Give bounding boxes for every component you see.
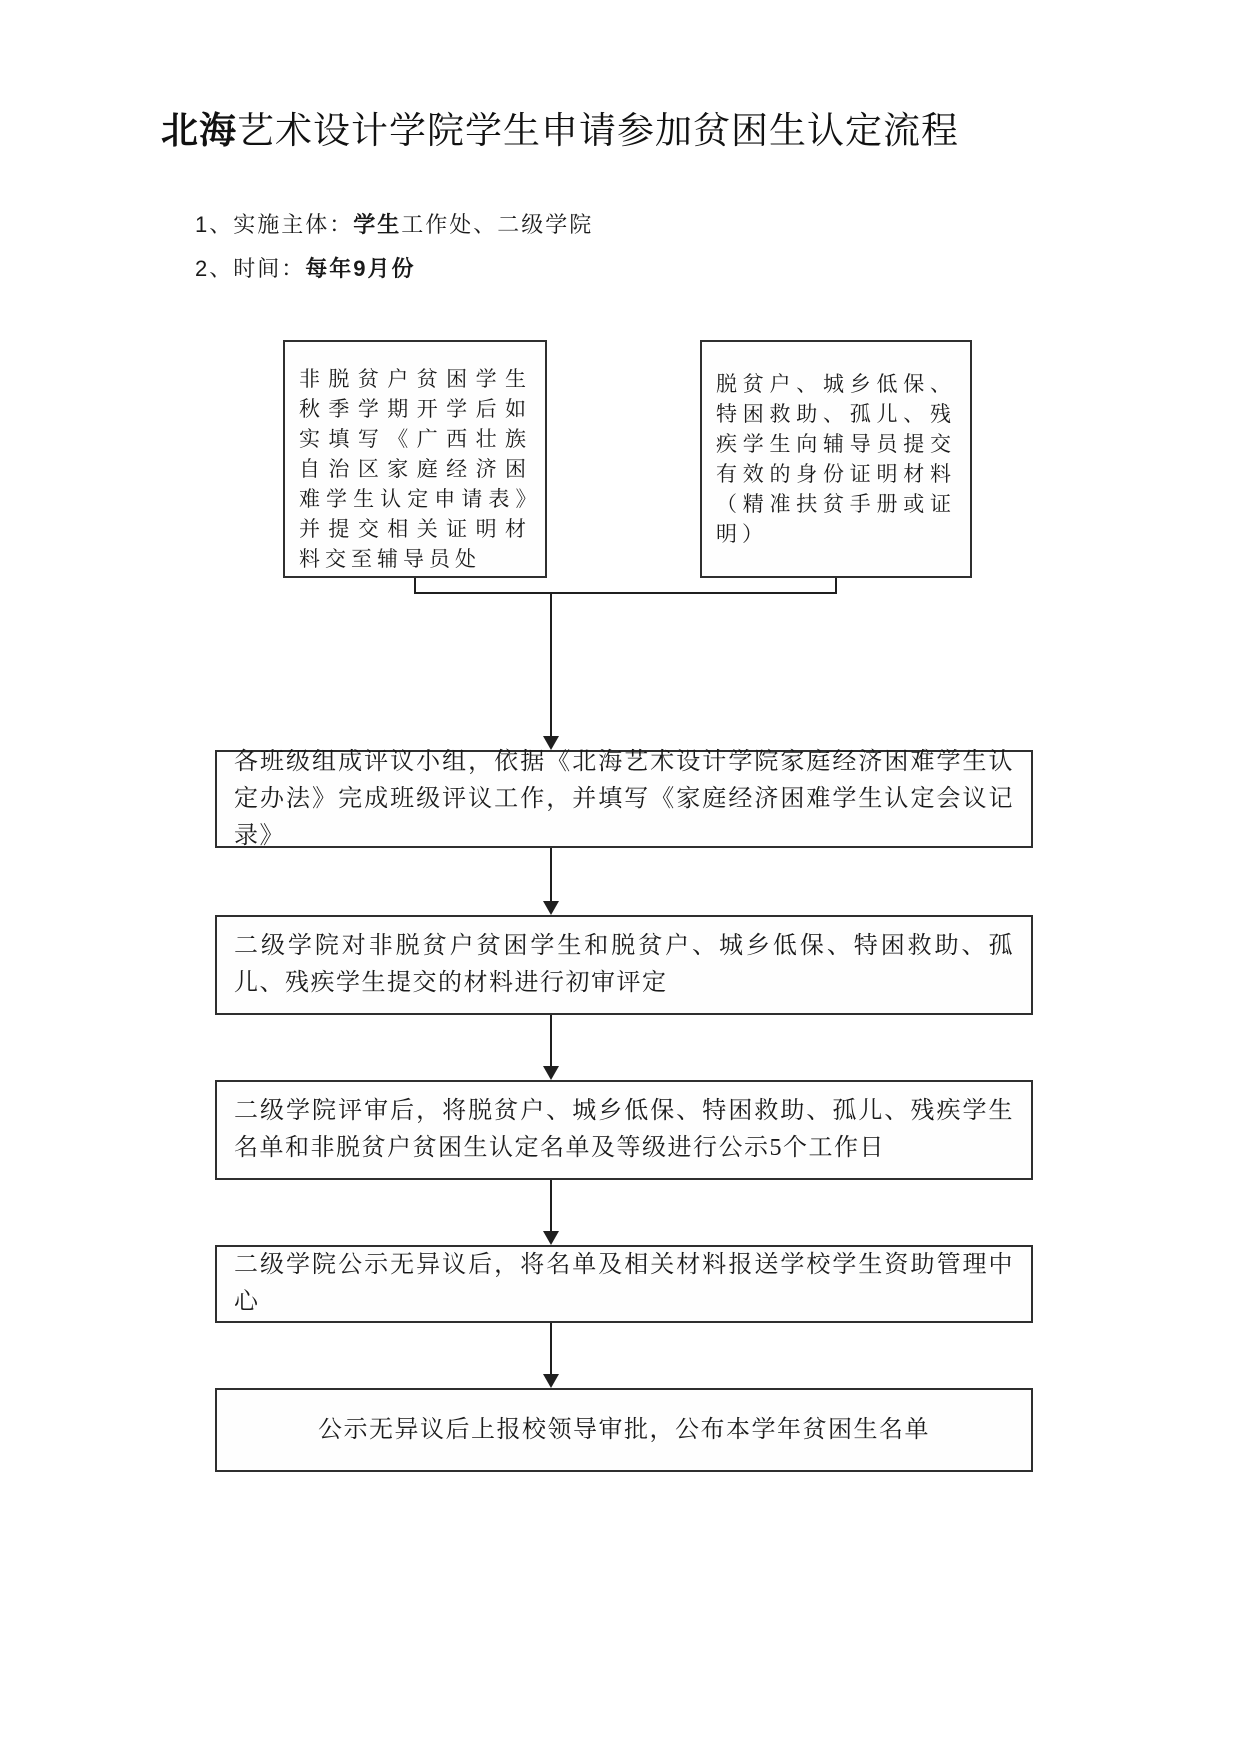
page-title-rest: 艺术设计学院学生申请参加贫困生认定流程	[237, 110, 959, 151]
flow-arrow-down-5	[550, 1323, 552, 1386]
flow-step-text: 二级学院对非脱贫户贫困学生和脱贫户、城乡低保、特困救助、孤儿、残疾学生提交的材料进行初审评定	[234, 933, 1014, 996]
flow-step-text: 二级学院公示无异议后，将名单及相关材料报送学校学生资助管理中心	[234, 1252, 1014, 1315]
note-prefix: 时间：	[233, 256, 306, 281]
note-bold-text: 学生	[353, 212, 402, 237]
flow-box-poverty-household-students	[700, 340, 972, 578]
flow-step-final-approval-announcement	[215, 1388, 1033, 1472]
note-time	[195, 252, 895, 283]
note-suffix: 工作处、二级学院	[401, 212, 594, 237]
flow-arrow-down-4	[550, 1180, 552, 1243]
flow-box-text: 脱贫户、城乡低保、特困救助、孤儿、残疾学生向辅导员提交有效的身份证明材料（精准扶贫手册或证明）	[716, 372, 956, 546]
flow-box-text: 非脱贫户贫困学生秋季学期开学后如实填写《广西壮族自治区家庭经济困难学生认定申请表》并提交相关证明材料交至辅导员处	[299, 367, 531, 571]
flow-step-submit-to-aid-center	[215, 1245, 1033, 1323]
flow-arrow-down-2	[550, 848, 552, 913]
flow-step-college-initial-review	[215, 915, 1033, 1015]
flow-step-text: 二级学院评审后，将脱贫户、城乡低保、特困救助、孤儿、残疾学生名单和非脱贫户贫困生认定名单及等级进行公示5个工作日	[234, 1098, 1014, 1161]
flow-arrow-down-3	[550, 1015, 552, 1078]
flow-arrow-down-1	[550, 592, 552, 748]
flow-step-text: 各班级组成评议小组，依据《北海艺术设计学院家庭经济困难学生认定办法》完成班级评议工作，并填写《家庭经济困难学生认定会议记录》	[234, 748, 1014, 849]
flow-box-non-poverty-students	[283, 340, 547, 578]
note-number: 1、	[195, 212, 234, 237]
connector-horizontal-join	[414, 592, 837, 594]
page-title-bold-part: 北海	[161, 110, 237, 151]
note-bold-text: 每年9月份	[305, 256, 416, 281]
flow-step-text: 公示无异议后上报校领导审批，公布本学年贫困生名单	[318, 1416, 930, 1443]
note-implementing-body	[195, 208, 895, 239]
note-number: 2、	[195, 256, 234, 281]
page-title	[0, 100, 1120, 154]
flow-step-class-review-group	[215, 750, 1033, 848]
flow-step-publicity-5-days	[215, 1080, 1033, 1180]
note-prefix: 实施主体：	[233, 212, 354, 237]
